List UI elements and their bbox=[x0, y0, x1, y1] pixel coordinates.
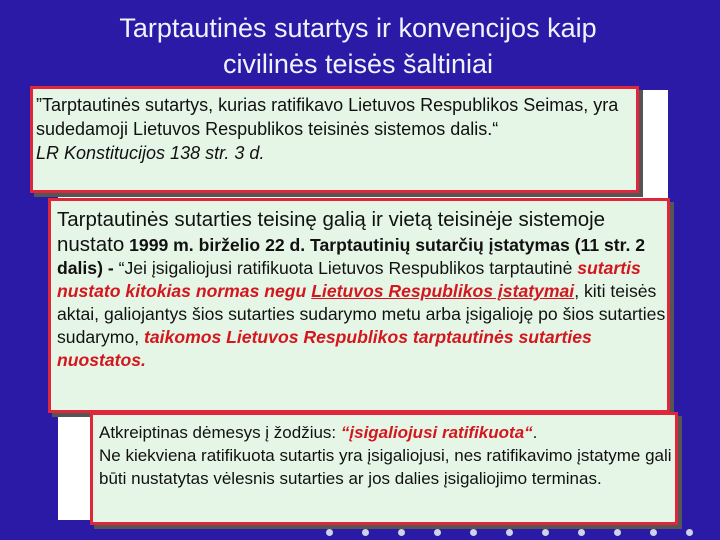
footer-dot bbox=[614, 529, 621, 536]
attention-note-emphasis: “įsigaliojusi ratifikuota“ bbox=[340, 423, 533, 442]
attention-note-box bbox=[90, 412, 678, 525]
treaty-law-box bbox=[48, 198, 670, 413]
footer-dot bbox=[362, 529, 369, 536]
slide-title-line-1: Tarptautinės sutartys ir konvencijos kaip bbox=[119, 13, 597, 43]
attention-note-period: . bbox=[532, 423, 538, 442]
constitution-quote-text: ”Tarptautinės sutartys, kurias ratifikavo Lietuvos Respublikos Seimas, yra sudedamoji Lietuvos Respublikos teisinės sistemos dalis.“ bbox=[36, 95, 619, 139]
attention-note-prefix: Atkreiptinas dėmesys į žodžius: bbox=[99, 423, 337, 442]
footer-dot bbox=[326, 529, 333, 536]
footer-dot bbox=[470, 529, 477, 536]
treaty-law-lead: Tarptautinės sutarties teisinę galią ir vietą teisinėje sistemoje nustato bbox=[57, 208, 606, 256]
slide-title-line-2: civilinės teisės šaltiniai bbox=[222, 49, 494, 79]
footer-dot bbox=[398, 529, 405, 536]
treaty-law-emphasis-underlined: Lietuvos Respublikos įstatymai bbox=[311, 281, 575, 301]
slide-title bbox=[58, 10, 658, 82]
footer-dot bbox=[578, 529, 585, 536]
attention-note-text: Ne kiekviena ratifikuota sutartis yra įsigaliojusi, nes ratifikavimo įstatyme gali būti nustatytas vėlesnis sutarties ar jos dalies įsigaliojimo terminas. bbox=[99, 446, 672, 488]
footer-dot bbox=[506, 529, 513, 536]
footer-dot bbox=[686, 529, 693, 536]
footer-dots bbox=[0, 526, 720, 540]
treaty-law-text-2: , kiti teisės aktai, galiojantys šios sutarties sudarymo metu arba įsigalioję po šios sutarties sudarymo, bbox=[57, 281, 666, 347]
footer-dot bbox=[650, 529, 657, 536]
footer-dot bbox=[434, 529, 441, 536]
treaty-law-act: 1999 m. birželio 22 d. Tarptautinių sutarčių įstatymas (11 str. 2 dalis) - bbox=[57, 235, 646, 278]
constitution-quote-box bbox=[30, 86, 639, 193]
treaty-law-emphasis-1: sutartis nustato kitokias normas negu bbox=[57, 258, 641, 301]
treaty-law-text-1: “Jei įsigaliojusi ratifikuota Lietuvos Respublikos tarptautinė bbox=[118, 258, 573, 278]
footer-dot bbox=[542, 529, 549, 536]
constitution-quote-source: LR Konstitucijos 138 str. 3 d. bbox=[36, 143, 265, 163]
treaty-law-emphasis-2: taikomos Lietuvos Respublikos tarptautinės sutarties nuostatos. bbox=[57, 327, 592, 370]
